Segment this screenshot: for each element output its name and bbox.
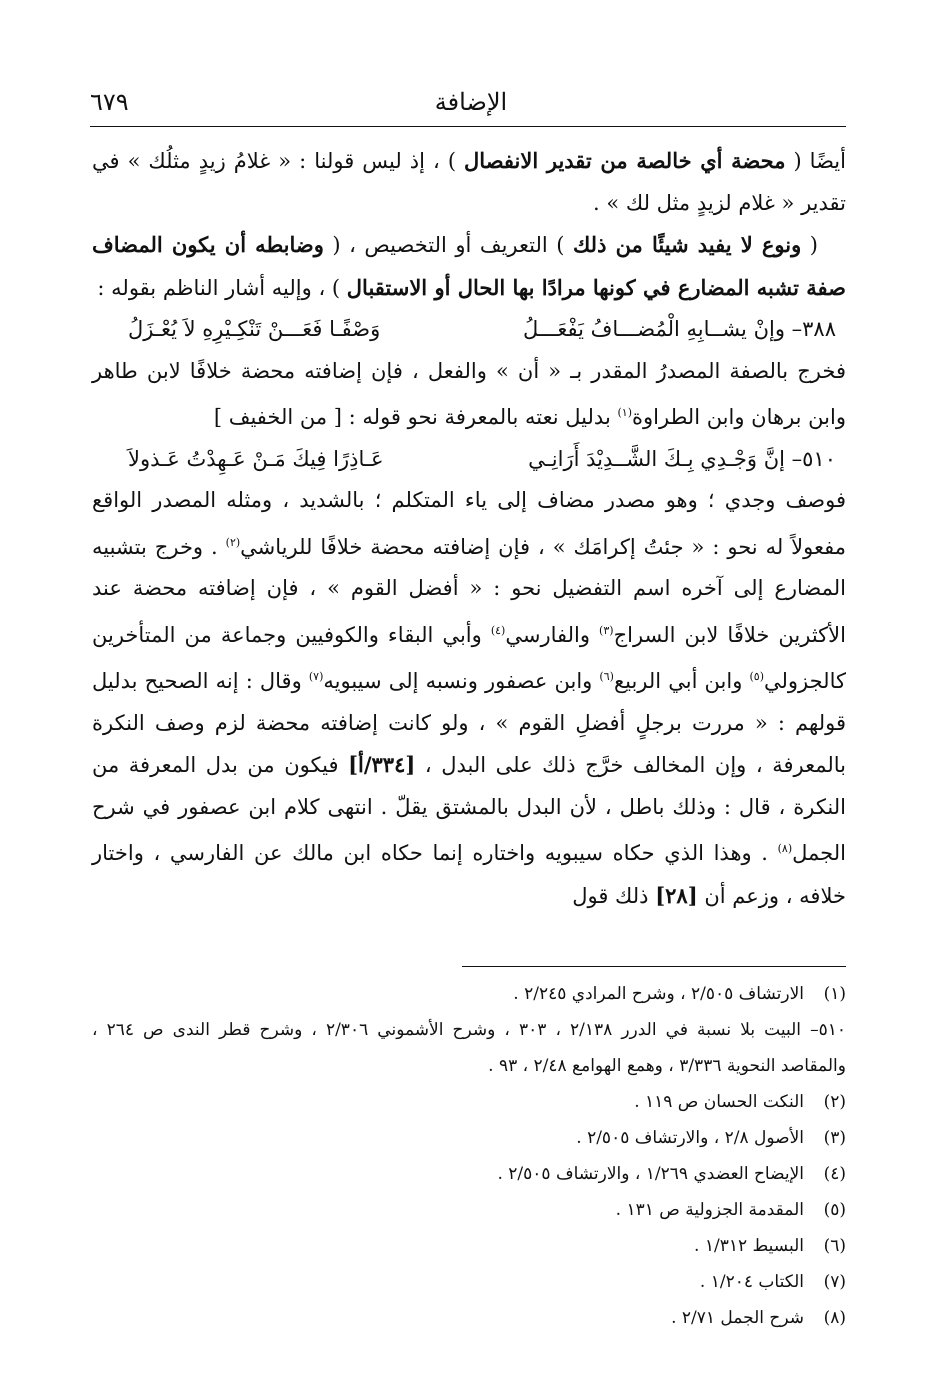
footnote-4	[92, 1156, 846, 1192]
footnote-number: (٨)	[823, 1308, 846, 1328]
footnote-ref: (٦)	[599, 670, 614, 683]
footnote-number: (٧)	[823, 1272, 846, 1292]
text-run: فخرج بالصفة المصدرُ المقدر بـ « أن » والفعل ، فإن إضافته محضة خلافًا لابن طاهر وابن برهان وابن الطراوة	[92, 358, 846, 429]
text-run: بدليل نعته بالمعرفة نحو قوله : [ من الخفيف ]	[213, 405, 611, 429]
footnote-2	[92, 1084, 846, 1120]
verse-388	[92, 309, 846, 351]
verse-first-hemistich: ٣٨٨– وإنْ يشــابِهِ الْمُضـــافُ يَفْعَـــلُ	[523, 317, 836, 341]
footnote-text: شرح الجمل ٢/٧١ .	[671, 1308, 804, 1328]
footnote-ref: (٣)	[599, 623, 614, 637]
footnote-text: النكت الحسان ص ١١٩ .	[634, 1092, 804, 1112]
text-run: . وخرج بتشبيه المضارع إلى آخره اسم التفضيل نحو : « أفضل القوم » ، فإن إضافته محضة عند الأكثرين خلافًا لابن السراج	[92, 534, 846, 647]
footnote-text: الأصول ٢/٨ ، والارتشاف ٢/٥٠٥ .	[576, 1128, 804, 1148]
footnote-3	[92, 1120, 846, 1156]
text-run: ) التعريف أو التخصيص ، (	[332, 233, 565, 257]
footnote-ref: (٨)	[777, 842, 793, 855]
footnote-number: (٢)	[823, 1092, 846, 1112]
footnote-ref: (٢)	[225, 535, 241, 549]
chapter-title: الإضافة	[434, 88, 508, 116]
footnote-text: الإيضاح العضدي ١/٢٦٩ ، والارتشاف ٢/٥٠٥ .	[497, 1164, 804, 1184]
text-run: ) ، إذ ليس قولنا : « غلامُ زيدٍ مثلُك » في تقدير « غلام لزيدٍ مثل لك » .	[92, 149, 846, 215]
text-run: ) ، وإليه أشار الناظم بقوله :	[97, 275, 341, 300]
footnote-5	[92, 1192, 846, 1228]
paragraph-4	[92, 480, 846, 917]
footnote-7	[92, 1264, 846, 1300]
footnote-number: (١)	[823, 984, 846, 1004]
text-run: فوصف وجدي ؛ وهو مصدر مضاف إلى ياء المتكلم ؛ بالشديد ، ومثله المصدر الواقع مفعولاً له نحو : « جئتُ إكرامَك » ، فإن إضافته محضة خلافًا للرياشي	[92, 488, 847, 559]
text-run: وقال : إنه الصحيح بدليل قولهم : « مررت برجلٍ أفضلِ القوم » ، ولو كانت إضافته محضة لزم وصف النكرة بالمعرفة ، وإن المخالف خرَّج ذلك على البدل ،	[92, 669, 846, 777]
footnote-text: البسيط ١/٣١٢ .	[694, 1236, 804, 1256]
footnote-8	[92, 1300, 846, 1336]
footnote-text: الارتشاف ٢/٥٠٥ ، وشرح المرادي ٢/٢٤٥ .	[513, 984, 804, 1004]
footnote-ref: (٥)	[749, 670, 764, 683]
bold-phrase: ونوع لا يفيد شيئًا من ذلك	[572, 232, 802, 257]
text-run: فيكون من بدل المعرفة من النكرة ، قال : وذلك باطل ، لأن البدل بالمشتق يقلّ . انتهى كلام ابن عصفور في شرح الجمل	[92, 753, 846, 865]
footnote-text: ٥١٠– البيت بلا نسبة في الدرر ٢/١٣٨ ، ٣٠٣ ، وشرح الأشموني ٢/٣٠٦ ، وشرح قطر الندى ص ٢٦٤ ، والمقاصد النحوية ٣/٣٣٦ ، وهمع الهوامع ٢/٤٨ ، ٩٣ .	[92, 1020, 846, 1076]
text-run: ذلك قول	[572, 883, 649, 908]
footnote-rule	[462, 966, 846, 967]
footnote-ref: (٧)	[308, 670, 324, 683]
bold-phrase: محضة أي خالصة من تقدير الانفصال	[464, 148, 786, 173]
footnote-text: المقدمة الجزولية ص ١٣١ .	[615, 1200, 804, 1220]
footnote-number: (٦)	[823, 1236, 846, 1256]
text-run: والفارسي	[505, 622, 590, 647]
footnote-number: (٤)	[823, 1164, 846, 1184]
header-rule	[90, 126, 846, 127]
text-run: وابن عصفور ونسبه إلى سيبويه	[323, 669, 593, 693]
bold-phrase: وضابطه أن يكون المضاف صفة تشبه المضارع في كونها مرادًا بها الحال أو الاستقبال	[92, 232, 846, 300]
footnote-ref: (٤)	[490, 623, 506, 637]
verse-second-hemistich: عَـاذِرًا فِيكَ مَـنْ عَـهِدْتُ عَـذولاَ	[128, 446, 384, 471]
footnote-number: (٥)	[823, 1200, 846, 1220]
footnote-6	[92, 1228, 846, 1264]
manuscript-folio-marker: [٣٣٤/أ]	[348, 752, 416, 777]
paragraph-3	[92, 351, 846, 439]
footnotes	[92, 976, 846, 1336]
footnote-ref: (١)	[617, 406, 632, 419]
main-text	[92, 140, 846, 917]
paragraph-1	[92, 140, 846, 224]
verse-second-hemistich: وَصْفًـا فَعَـــنْ تَنْكِـيْرِهِ لاَ يُعْـزَلُ	[128, 317, 381, 341]
footnote-1	[92, 976, 846, 1012]
text-run: وابن أبي الربيع	[613, 669, 743, 693]
footnote-number: (٣)	[823, 1128, 846, 1148]
footnote-text: الكتاب ١/٢٠٤ .	[699, 1272, 804, 1292]
text-run: أيضًا (	[793, 149, 846, 173]
manuscript-folio-marker: [٢٨]	[655, 882, 698, 908]
text-run: . وهذا الذي حكاه سيبويه واختاره إنما حكاه ابن مالك عن الفارسي ، واختار خلافه ، وزعم أن	[92, 841, 846, 908]
page-number: ٦٧٩	[90, 88, 129, 116]
text-run: وأبي البقاء والكوفيين وجماعة من المتأخرين كالجزولي	[92, 622, 846, 693]
verse-510	[92, 439, 846, 481]
verse-first-hemistich: ٥١٠– إنَّ وَجْـدِي بِـكَ الشَّــدِيْدَ أَرَانِـي	[528, 446, 836, 471]
text-run: (	[809, 233, 818, 257]
page-header	[90, 86, 852, 126]
footnote-verse-510	[92, 1012, 846, 1084]
paragraph-2	[92, 224, 846, 309]
